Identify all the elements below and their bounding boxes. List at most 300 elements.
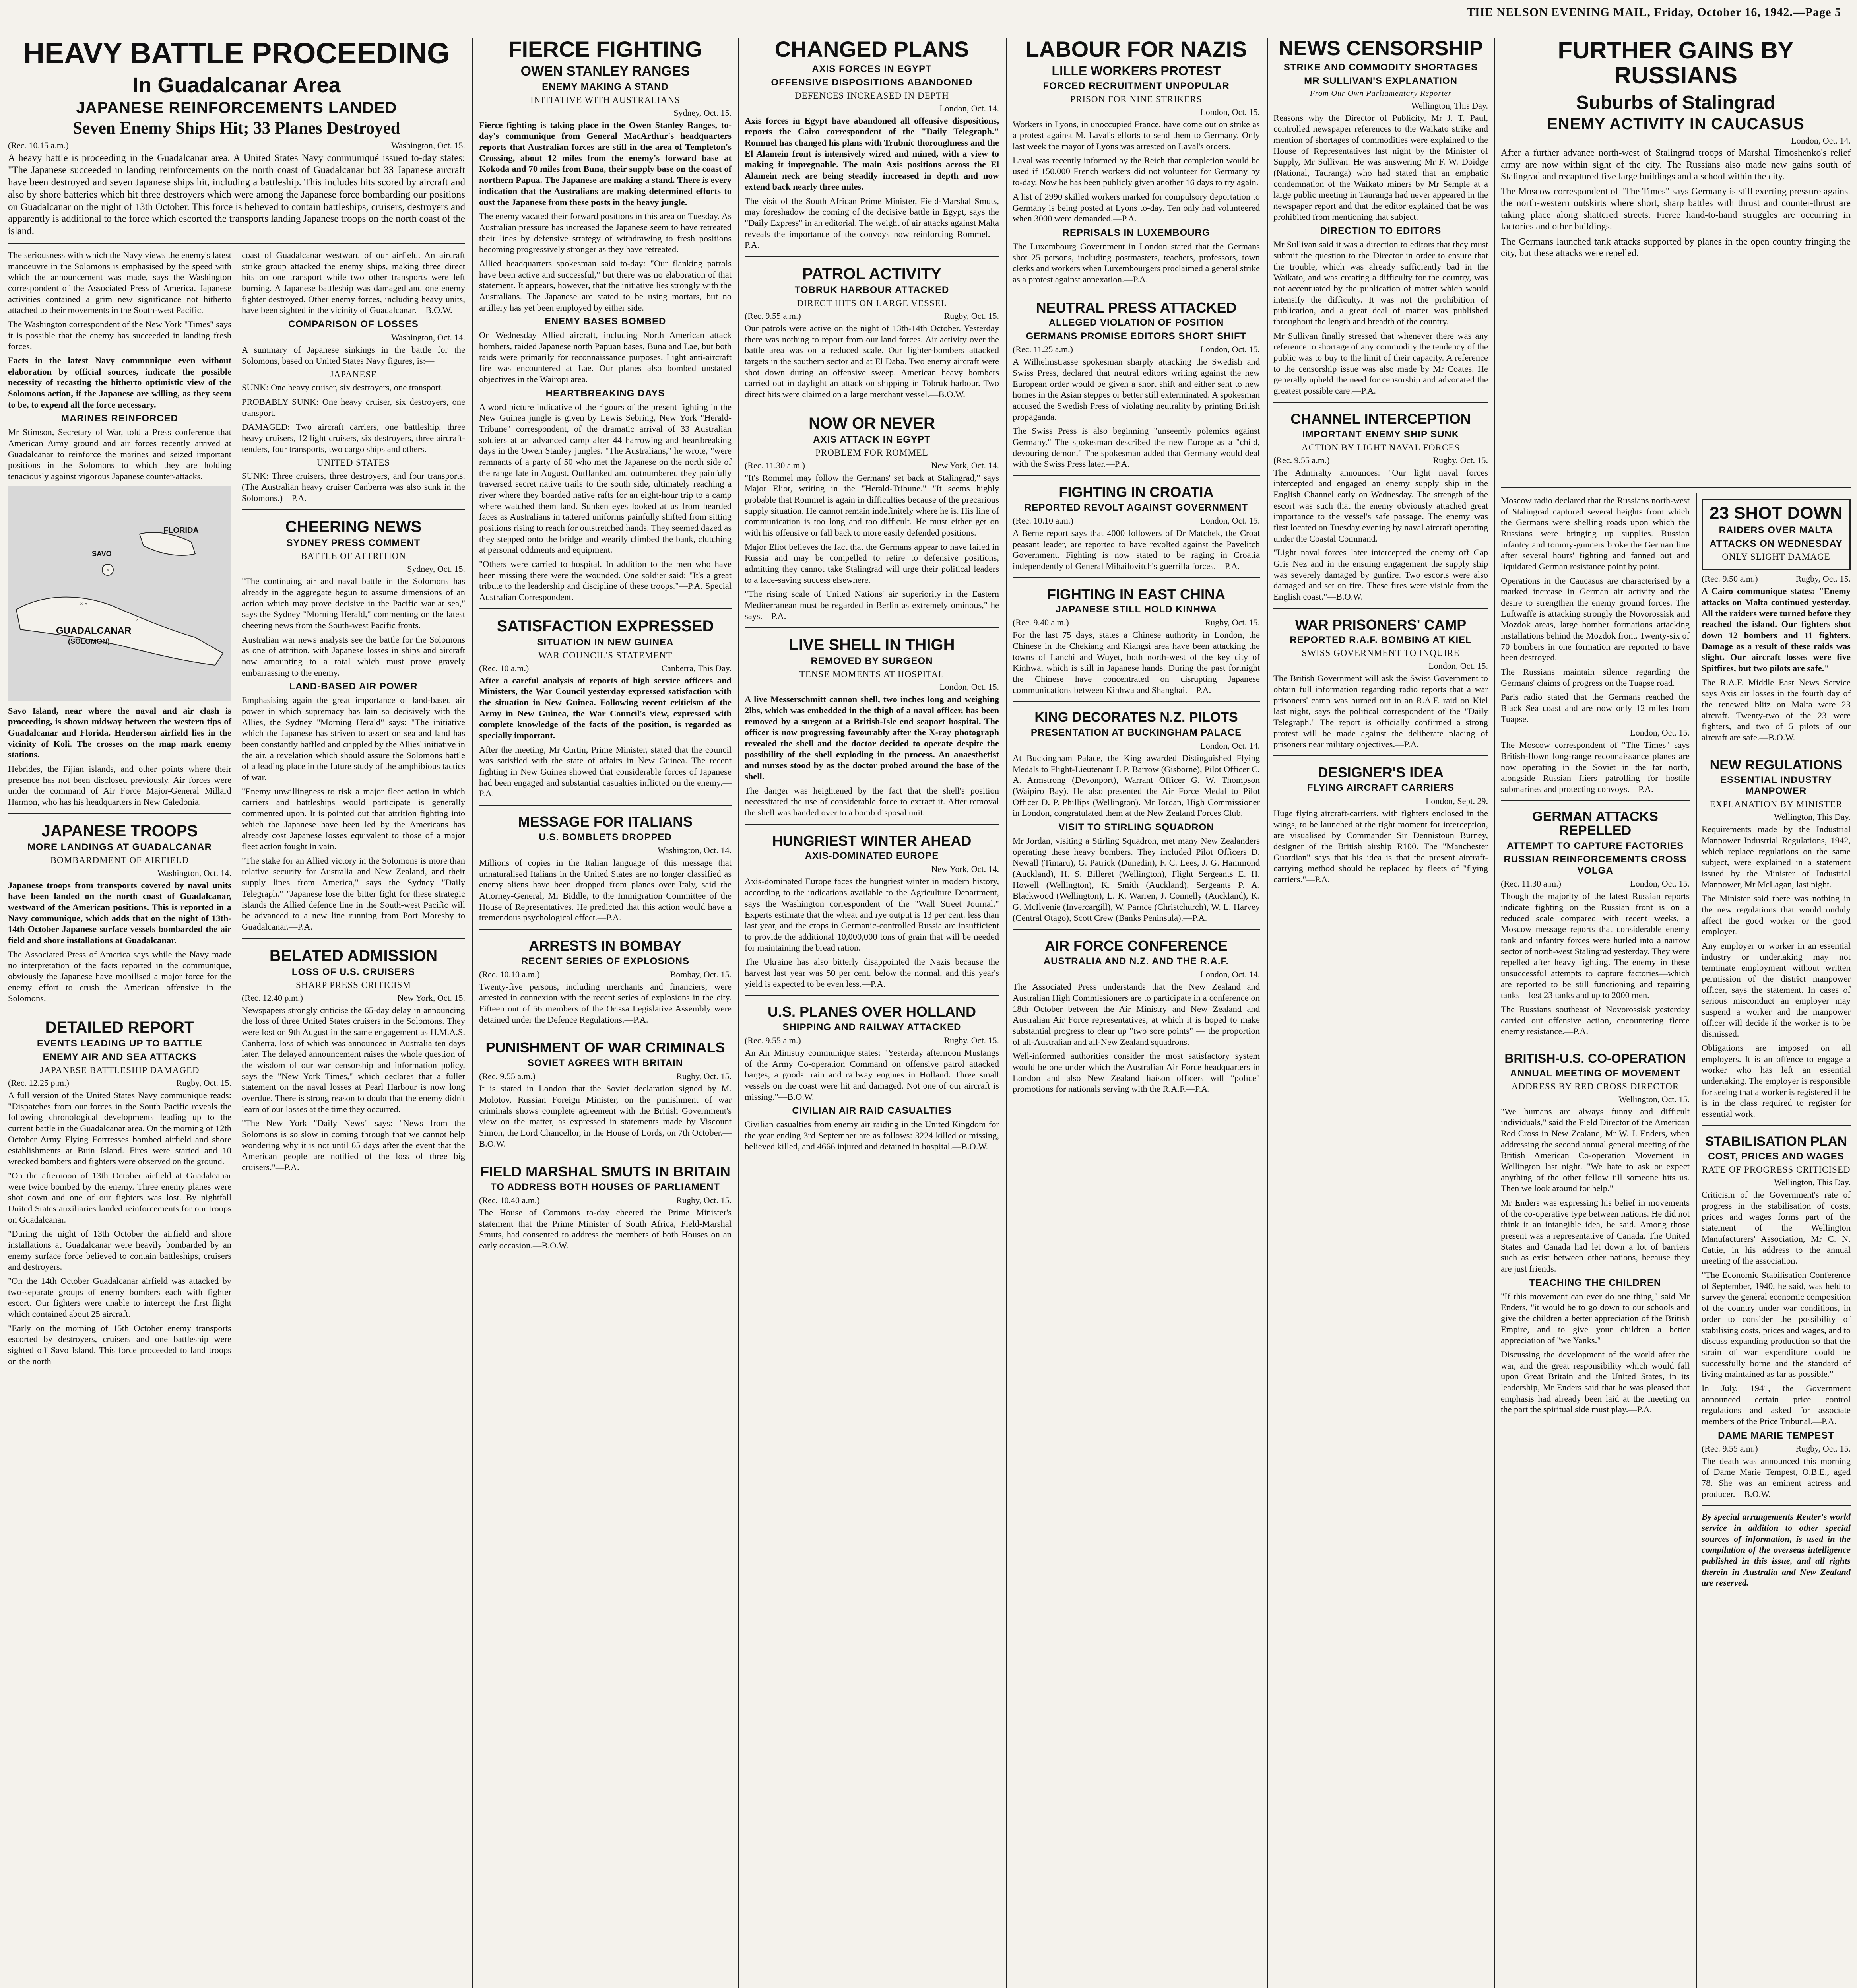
paragraph: Operations in the Caucasus are characterised by a marked increase in German air activity and the desire to strengthen the enemy ground forces. The Luftwaffe is attacking strongly the Novorossisk and Mozdok areas, large bomber formations attacking installations behind the Mozdok front. Twenty-six of 70 bombers in one formation are reported to have been destroyed. xyxy=(1501,575,1690,663)
paragraph: Well-informed authorities consider the most satisfactory system would be one under which the Australian Air Force headquarters in London and also New Zealand liaison officers will "police" promotions for nationals serving with the R.A.F.—P.A. xyxy=(1013,1051,1260,1094)
section-label: UNITED STATES xyxy=(316,458,390,468)
deck: SWISS GOVERNMENT TO INQUIRE xyxy=(1302,648,1460,658)
story-heading: 23 SHOT DOWN xyxy=(1710,503,1843,523)
deck: WAR COUNCIL'S STATEMENT xyxy=(538,650,673,660)
headline: FURTHER GAINS BY RUSSIANS xyxy=(1558,38,1794,89)
paragraph: "On the 14th October Guadalcanar airfield was attacked by two-separate groups of enemy bombers each with fighter escort. Our fighters were unable to intercept the first flight which contained about 25 aircraft. xyxy=(8,1276,231,1319)
column-2 xyxy=(479,38,732,1988)
paragraph: Axis-dominated Europe faces the hungriest winter in modern history, according to the indications available to the Agriculture Department, says the Washington correspondent of the "Wall Street Journal." Experts estimate that the wheat and rye output is 13 per cent. less than last year, and the crops in Germanic-controlled Russia are insufficient to provide the additional 10,000,000 tons of grain that will be needed for maintaining the bread ration. xyxy=(745,876,999,953)
lead-paragraph: After a further advance north-west of Stalingrad troops of Marshal Timoshenko's relief army are now within sight of the city. The Russians also made new gains south of Stalingrad and recaptured five large buildings and a school within the city. xyxy=(1501,148,1851,182)
story-heading: LABOUR FOR NAZIS xyxy=(1025,38,1247,62)
dateline: London, Oct. 14. xyxy=(1200,969,1260,980)
paragraph: The seriousness with which the Navy views the enemy's latest manoeuvre in the Solomons is emphasised by the speed with which the announcement was made, says the Washington correspondent of the Associated Press of America. Japanese activities contained a grim new significance not hitherto attached to their movements in the South-west Pacific. xyxy=(8,250,231,315)
rights-notice: By special arrangements Reuter's world service in addition to other special sources of information, is used in the compilation of the overseas intelligence published in this issue, and all rights therein in Australia and New Zealand are reserved. xyxy=(1702,1512,1851,1588)
story-heading: KING DECORATES N.Z. PILOTS xyxy=(1034,710,1238,725)
paragraph: Mr Sullivan finally stressed that whenever there was any reference to shortage of any commodity the tendency of the public was to buy to the limit of their capacity. A reference to the censorship issue was also made by Mr Coates. He generally upheld the need for censorship and advocated the greatest possible care.—P.A. xyxy=(1273,330,1488,396)
section-heading: REPRISALS IN LUXEMBOURG xyxy=(1062,227,1210,238)
section-heading: DAME MARIE TEMPEST xyxy=(1718,1430,1834,1441)
dateline: London, Oct. 14. xyxy=(1200,741,1260,751)
paragraph: After a careful analysis of reports of high service officers and Ministers, the War Council yesterday expressed satisfaction with the situation in New Guinea. Following recent criticism of the Army in New Guinea, the War Council's view, expressed with complete knowledge of the facts of the position, is regarded as specially important. xyxy=(479,675,732,741)
deck: RAIDERS OVER MALTA xyxy=(1719,525,1834,536)
dateline: London, Oct. 15. xyxy=(1428,661,1488,671)
boxed-story xyxy=(1702,499,1851,570)
dateline: Washington, Oct. 14. xyxy=(658,845,732,855)
received-time: (Rec. 9.55 a.m.) xyxy=(479,1071,536,1081)
deck: RATE OF PROGRESS CRITICISED xyxy=(1702,1165,1851,1175)
map-label: GUADALCANAR xyxy=(56,625,132,636)
paragraph: The Moscow correspondent of "The Times" says Germany is still exerting pressure against the north-western outskirts where short, sharp battles with thrust and counter-thrust are taking place along shattered streets. Fierce hand-to-hand struggles are occurring in factories and other buildings. xyxy=(1501,186,1851,232)
paragraph: At Buckingham Palace, the King awarded Distinguished Flying Medals to Flight-Lieutenant J. P. Barrow (Gisborne), Pilot Officer C. A. Armstrong (Devonport), Warrant Officer G. W. Thompson (Waipiro Bay). He also presented the Air Force Medal to Pilot Officer D. P. Phillips (Wellington). Mr Jordan, High Commissioner in London, congratulated them at the New Zealand Forces Club. xyxy=(1013,753,1260,818)
paragraph: The Russians maintain silence regarding the Germans' claims of progress on the Tuapse road. xyxy=(1501,667,1690,688)
story-heading: ARRESTS IN BOMBAY xyxy=(529,937,682,954)
deck: RECENT SERIES OF EXPLOSIONS xyxy=(521,955,690,967)
paragraph: "The continuing air and naval battle in the Solomons has already in the aggregate begun to assume dimensions of an action which may prove decisive in the Pacific war at sea," says the Sydney "Morning Herald," commenting on the latest cheering news from the South-west Pacific fronts. xyxy=(242,576,465,631)
paragraph: Our patrols were active on the night of 13th-14th October. Yesterday there was nothing to report from our land forces. Air activity over the battle area was on a reduced scale. Our fighter-bombers attacked targets in the southern sector and at El Daba. Two enemy aircraft were shot down during an offensive sweep. American heavy bombers carried out in daylight an attack on shipping in Tobruk harbour. Two direct hits were claimed on a large merchant vessel.—B.O.W. xyxy=(745,323,999,399)
subheadline: JAPANESE REINFORCEMENTS LANDED xyxy=(76,99,397,116)
deck: BATTLE OF ATTRITION xyxy=(301,551,406,561)
dateline: Rugby, Oct. 15. xyxy=(944,311,999,321)
divider xyxy=(1013,475,1260,476)
paragraph: The danger was heightened by the fact that the shell's position necessitated the use of considerable force to extract it. After removal the shell was handed over to a bomb disposal unit. xyxy=(745,785,999,818)
deck: ATTEMPT TO CAPTURE FACTORIES xyxy=(1506,841,1684,852)
deck: FORCED RECRUITMENT UNPOPULAR xyxy=(1043,80,1230,91)
divider xyxy=(745,256,999,257)
paragraph: A full version of the United States Navy communique reads: "Dispatches from our forces in the South Pacific reveals the following chronological developments leading up to the current battle in the Guadalcanar area. On the morning of 12th October Army Flying Fortresses bombed airfield and shore establishments at Buin Island. Fires were started and 10 wrecked bombers and fighters were observed on the ground. xyxy=(8,1090,231,1167)
deck: DEFENCES INCREASED IN DEPTH xyxy=(795,90,949,101)
paragraph: The Ukraine has also bitterly disappointed the Nazis because the harvest last year was 50 per cent. below the normal, and this year's yield is expected to be even less.—P.A. xyxy=(745,957,999,989)
section-heading: CIVILIAN AIR RAID CASUALTIES xyxy=(792,1105,952,1116)
paragraph: "Others were carried to hospital. In addition to the men who have been missing there were the wounded. One soldier said: "It's a great tribute to the leadership and discipline of these troops."—P.A. Special Australian Correspondent. xyxy=(479,559,732,602)
paragraph: Japanese troops from transports covered by naval units have been landed on the north coast of Guadalcanar, westward of the American positions. This is reported in a Navy communique, which adds that on the night of 13th-14th October Japanese surface vessels bombarded the air field and shore installations at Guadalcanar. xyxy=(8,880,231,945)
deck: SHIPPING AND RAILWAY ATTACKED xyxy=(782,1022,961,1033)
deck: RUSSIAN REINFORCEMENTS CROSS VOLGA xyxy=(1504,854,1687,876)
deck: ANNUAL MEETING OF MOVEMENT xyxy=(1510,1068,1680,1079)
paragraph: A word picture indicative of the rigours of the present fighting in the New Guinea jungle is given by Lewis Sebring, New York "Herald-Tribune" correspondent, of the dramatic arrival of 33 Australian soldiers at an advanced camp after 44 harrowing and heartbreaking days in the Owen Stanley jungles. "The Australians," he wrote, "were remnants of a party of 50 who met the Japanese on the north side of the range late in August. Outflanked and outnumbered they painfully traversed secret native trails to the south side, ultimately reaching a river where they boarded native rafts for an eight-hour trip to a camp where watched them land. Sunken eyes looked at us from bearded faces as Australians in tattered uniforms painfully shifted from sitting positions rising to reach for outstretched hands. They seemed dazed as they stepped onto the bridge and wearily climbed the bank, clutching at personal oddments and equipment. xyxy=(479,402,732,555)
paragraph: The visit of the South African Prime Minister, Field-Marshal Smuts, may foreshadow the coming of the decisive battle in Egypt, says the "Daily Express" in an editorial. The weight of air attacks against Malta reveals the importance of the convoys now reinforcing Rommel.—P.A. xyxy=(745,196,999,250)
story-heading: U.S. PLANES OVER HOLLAND xyxy=(767,1004,976,1020)
deck: ACTION BY LIGHT NAVAL FORCES xyxy=(1301,442,1460,452)
svg-text:×: × xyxy=(136,617,139,623)
divider xyxy=(242,938,465,939)
map-image xyxy=(8,486,231,701)
paragraph: "During the night of 13th October the airfield and shore installations at Guadalcanar were heavily bombarded by an enemy surface force believed to contain battleships, cruisers and destroyers. xyxy=(8,1229,231,1272)
paragraph: "It's Rommel may follow the Germans' set back at Stalingrad," says Major Eliot, writing in the "Herald-Tribune." "It seems highly probable that Rommel is again in difficulties because of the precarious supply situation. He cannot remain indefinitely where he is. His line of communication is too long and too difficult. He must either get on with his offensive or fall back to more easily defended positions. xyxy=(745,472,999,538)
paragraph: Facts in the latest Navy communique even without elaboration by official sources, indicate the possible necessity of recasting the hitherto optimistic view of the Solomons action, if the Japanese are willing, as they seem to be, to expend all the force necessary. xyxy=(8,355,231,410)
deck: ENEMY MAKING A STAND xyxy=(542,81,669,92)
story-heading: HUNGRIEST WINTER AHEAD xyxy=(772,832,972,849)
paragraph: The Germans launched tank attacks supported by planes in the open country fringing the city, but these attacks were repelled. xyxy=(1501,236,1851,259)
divider xyxy=(1013,577,1260,578)
received-time: (Rec. 10.10 a.m.) xyxy=(479,969,540,979)
subheadline: OWEN STANLEY RANGES xyxy=(520,63,690,79)
divider xyxy=(745,627,999,628)
paragraph: Any employer or worker in an essential industry or undertaking may not terminate employment without written permission of the district manpower officer, says the statement. In cases of serious misconduct an employer may suspend a worker and the manpower officer will decide if the worker is to be dismissed. xyxy=(1702,941,1851,1039)
divider xyxy=(1273,402,1488,403)
dateline: Sydney, Oct. 15. xyxy=(673,107,732,118)
divider xyxy=(479,929,732,930)
dateline: Bombay, Oct. 15. xyxy=(670,969,732,979)
divider xyxy=(1273,755,1488,756)
deck: From Our Own Parliamentary Reporter xyxy=(1310,89,1452,98)
paragraph: Major Eliot believes the fact that the Germans appear to have failed in Russia and may be compelled to retire to defensive positions, admitting they cannot take Stalingrad will urge their political leaders to a face-saving success elsewhere. xyxy=(745,542,999,585)
deck: JAPANESE STILL HOLD KINHWA xyxy=(1056,604,1217,615)
paragraph: Australian war news analysts see the battle for the Solomons as one of attrition, with Japanese losses in ships and aircraft now amounting to a total which must prove gravely embarrassing to the enemy. xyxy=(242,634,465,678)
deck: TO ADDRESS BOTH HOUSES OF PARLIAMENT xyxy=(491,1182,720,1192)
paragraph: "On the afternoon of 13th October airfield at Guadalcanar were twice bombed by the enemy. Three enemy planes were shot down and one of our fighters was lost. By nightfall United States auxiliaries landed reinforcements for our troops on Guadalcanar. xyxy=(8,1170,231,1225)
paragraph: The Swiss Press is also beginning "unseemly polemics against Germany." The spokesman described the new Europe as a "child, devouring demon." The spokesman added that Germany would deal with the Swiss Press later.—P.A. xyxy=(1013,426,1260,469)
column-5 xyxy=(1273,38,1488,1988)
paragraph: Axis forces in Egypt have abandoned all offensive dispositions, reports the Cairo correspondent of the "Daily Telegraph." Rommel has changed his plans with Trubnic thoroughness and the El Alamein front is intensively wired and mined, with a view to making it impregnable. The main Axis positions across the El Alamein neck are being steadily increased in depth and now extend back nearly three miles. xyxy=(745,115,999,192)
deck: OFFENSIVE DISPOSITIONS ABANDONED xyxy=(771,77,973,88)
received-time: (Rec. 9.55 a.m.) xyxy=(745,1035,801,1045)
map-label: SAVO xyxy=(92,549,112,558)
story-heading: NEW REGULATIONS xyxy=(1710,757,1843,773)
paragraph: A summary of Japanese sinkings in the battle for the Solomons, based on United States Navy figures, is:— xyxy=(242,344,465,366)
dateline: London, Oct. 14. xyxy=(939,103,999,113)
divider xyxy=(745,995,999,996)
deck: MR SULLIVAN'S EXPLANATION xyxy=(1304,75,1457,86)
received-time: (Rec. 11.25 a.m.) xyxy=(1013,344,1073,355)
received-time: (Rec. 9.55 a.m.) xyxy=(1702,1443,1758,1454)
paragraph: Workers in Lyons, in unoccupied France, have come out on strike as a protest against M. Laval's efforts to send them to Germany. Only last week the mayor of Lyons was arrested on Laval's orders. xyxy=(1013,119,1260,151)
received-time: (Rec. 11.30 a.m.) xyxy=(745,460,805,470)
paragraph: Mr Sullivan said it was a direction to editors that they must submit the question to the Director in order to ensure that the trouble, which was already sufficiently bad in the Waikato, and was creating a difficulty for the country, was not accentuated by the publication of matter which would intensify the difficulty. It was not the prohibition of publication, and a great deal of matter was published throughout the length and breadth of the country. xyxy=(1273,239,1488,327)
paragraph: The Russians southeast of Novorossisk yesterday carried out offensive action, encountering fierce enemy resistance.—P.A. xyxy=(1501,1004,1690,1037)
paragraph: SUNK: One heavy cruiser, six destroyers, one transport. xyxy=(242,382,443,393)
paragraph: A Berne report says that 4000 followers of Dr Matchek, the Croat peasant leader, are reported to have revolted against the Pavelitch Government. Fighting is now stated to be raging in Croatia independently of General Mihailovitch's guerrilla forces.—P.A. xyxy=(1013,528,1260,571)
paragraph: "The New York "Daily News" says: "News from the Solomons is so slow in coming through that we cannot help wondering why it is not until 65 days after the event that the American people are notified of the loss of three big cruisers."—P.A. xyxy=(242,1118,465,1172)
received-time: (Rec. 10 a.m.) xyxy=(479,663,529,673)
dateline: New York, Oct. 15. xyxy=(397,992,465,1003)
paragraph: Hebrides, the Fijian islands, and other points where their presence has not been disclosed previously. Air forces were under the command of Air Force Major-General Millard Harmon, who has his headquarters in New Caledonia. xyxy=(8,764,231,807)
deck: SITUATION IN NEW GUINEA xyxy=(537,637,674,648)
story-heading: NOW OR NEVER xyxy=(809,414,935,432)
subheadline: LILLE WORKERS PROTEST xyxy=(1052,63,1221,78)
story-heading: GERMAN ATTACKS REPELLED xyxy=(1532,809,1658,839)
story-guadalcanar xyxy=(8,38,465,1988)
map-drawing xyxy=(8,486,231,701)
subheadline: Seven Enemy Ships Hit; 33 Planes Destroyed xyxy=(73,118,400,138)
dateline: New York, Oct. 14. xyxy=(931,460,999,470)
dateline: Wellington, This Day. xyxy=(1411,100,1488,111)
section-heading: VISIT TO STIRLING SQUADRON xyxy=(1058,822,1214,833)
dateline: Rugby, Oct. 15. xyxy=(176,1078,231,1088)
received-time: (Rec. 9.55 a.m.) xyxy=(745,311,801,321)
story-heading: CHANGED PLANS xyxy=(774,38,969,62)
column-6 xyxy=(1501,495,1690,1988)
paragraph: Obligations are imposed on all employers. It is an offence to engage a worker who has left an essential undertaking. The employer is responsible for seeing that a worker is registered if he is in the class required to register for essential work. xyxy=(1702,1043,1851,1119)
paragraph: An Air Ministry communique states: "Yesterday afternoon Mustangs of the Army Co-operation Command on offensive patrol attacked barges, a goods train and railway engines in Holland. Three small vessels on the coast were hit and damaged. Not one of our aircraft is missing."—B.O.W. xyxy=(745,1048,999,1102)
dateline: Wellington, This Day. xyxy=(1774,1177,1851,1188)
column-3 xyxy=(745,38,999,1988)
dateline: Rugby, Oct. 15. xyxy=(1205,617,1260,628)
column-rule xyxy=(1267,38,1268,1988)
received-time: (Rec. 10.15 a.m.) xyxy=(8,140,69,150)
deck: ESSENTIAL INDUSTRY MANPOWER xyxy=(1720,775,1832,797)
paragraph: A live Messerschmitt cannon shell, two inches long and weighing 2lbs, which was embedded in the thigh of a naval officer, has been removed by a surgeon at a British-Isle end seaport hospital. The officer is now progressing favourably after the X-ray photograph revealed the shell and the doctor decided to operate despite the possibility of the shell exploding in the process. An anaesthetist and nurses stood by as the doctor probed around the base of the shell. xyxy=(745,694,999,781)
paragraph: For the last 75 days, states a Chinese authority in London, the Chinese in the Chekiang and Kiangsi area have been attacking the towns of Lanchi and Wuyet, both north-west of the key city of Kinhwa, which is still in Japanese hands. During the past fortnight the Chinese have concentrated on disrupting Japanese communications between Kinhwa and Shanghai.—P.A. xyxy=(1013,630,1260,695)
paragraph: "Light naval forces later intercepted the enemy off Cap Gris Nez and in the ensuing engagement the supply ship was severely damaged by gunfire. Two escorts were also damaged and set on fire. These fires were visible from the English coast."—B.O.W. xyxy=(1273,547,1488,602)
paragraph: A Cairo communique states: "Enemy attacks on Malta continued yesterday. All the raiders were turned before they reached the island. Our fighters shot down 12 bombers and 11 fighters. Damage as a result of these raids was slight. Our aircraft losses were five Spitfires, but two pilots are safe." xyxy=(1702,586,1851,673)
deck: PRISON FOR NINE STRIKERS xyxy=(1070,94,1202,104)
paragraph: "Early on the morning of 15th October enemy transports escorted by destroyers, cruisers and one battleship were sighted off Savo Island. This force proceeded to land troops on the north xyxy=(8,1323,231,1366)
divider xyxy=(1501,800,1690,801)
paragraph: The Washington correspondent of the New York "Times" says it is possible that the enemy has succeeded in landing fresh forces. xyxy=(8,319,231,351)
column-rule xyxy=(1006,38,1007,1988)
paragraph: Huge flying aircraft-carriers, with fighters enclosed in the wings, to be launched at the right moment for interception, are visualised by Commander Sir Dennistoun Burney, designer of the British airship R100. The "Manchester Guardian" says that his idea is that the present aircraft-carrying method should be replaced by fleets of "flying carriers."—P.A. xyxy=(1273,808,1488,884)
deck: TENSE MOMENTS AT HOSPITAL xyxy=(799,669,945,679)
deck: SYDNEY PRESS COMMENT xyxy=(286,538,421,549)
divider xyxy=(479,608,732,609)
paragraph: Allied headquarters spokesman said to-day: "Our flanking patrols have been active and successful," but there was no elaboration of that statement. It appears, however, that the initiative lies strongly with the Australians. The Japanese are stated to be using mortars, but no artillery has yet been employed by either side. xyxy=(479,258,732,313)
divider xyxy=(1013,701,1260,702)
divider xyxy=(479,805,732,806)
divider xyxy=(1702,1505,1851,1506)
paragraph: Mr Enders was expressing his belief in movements of the co-operative type between nations. He did not think it an intangible idea, he said. Among those present was a representative of Canada. The United States and Canada had let down a lot of barriers such as exist between other nations, because they are just friends. xyxy=(1501,1197,1690,1274)
section-heading: ENEMY BASES BOMBED xyxy=(544,316,666,327)
paragraph: On Wednesday Allied aircraft, including North American attack bombers, raided Japanese north Papuan bases, Buna and Lae, but both raids were primarily for reconnaissance purposes. Light anti-aircraft fire was encountered at Lae. Our planes also bombed unstated objectives in the Wairopi area. xyxy=(479,330,732,384)
story-heading: JAPANESE TROOPS xyxy=(41,822,198,840)
story-heading: CHEERING NEWS xyxy=(285,518,422,536)
story-heading: FIELD MARSHAL SMUTS IN BRITAIN xyxy=(480,1163,730,1180)
story-heading: WAR PRISONERS' CAMP xyxy=(1295,616,1467,633)
deck: SHARP PRESS CRITICISM xyxy=(296,980,411,990)
paragraph: The British Government will ask the Swiss Government to obtain full information regarding radio reports that a war prisoners' camp was burned out in an R.A.F. raid on Kiel last night, says the political correspondent of the "Daily Telegraph." The report is officially confirmed a strong protest will be made against the deliberate placing of prisoners near military objectives.—P.A. xyxy=(1273,673,1488,749)
divider xyxy=(1702,1125,1851,1126)
story-heading: FIGHTING IN EAST CHINA xyxy=(1047,586,1225,602)
deck: ALLEGED VIOLATION OF POSITION xyxy=(1048,317,1224,328)
deck: STRIKE AND COMMODITY SHORTAGES xyxy=(1283,62,1478,73)
story-heading: STABILISATION PLAN xyxy=(1705,1134,1847,1149)
paragraph: The Associated Press understands that the New Zealand and Australian High Commissioners are to participate in a conference on 18th October between the Air Ministry and New Zealand and Australian Air Force representatives, at which it is hoped to make substantial progress to clear up "two sore points" — the proportion of all-Australian and all-New Zealand squadrons. xyxy=(1013,982,1260,1047)
dateline: London, Sept. 29. xyxy=(1425,796,1488,806)
lead-paragraph: A heavy battle is proceeding in the Guadalcanar area. A United States Navy communiqué issued to-day states: "The Japanese succeeded in landing reinforcements on the north coast of Guadalcanar but 33 Japanese aircraft have been destroyed and seven Japanese ships hit, including a battleship. This includes hits scored by aircraft and also by shore batteries which hit three destroyers which were among the Japanese force bombarding our positions on Guadalcanar on the night of 13th October. This force is believed to contain battleships, cruisers, destroyers and apparently is additional to the force which escorted the transports landing Japanese troops on the north coast of the island. xyxy=(8,152,465,237)
deck: AXIS FORCES IN EGYPT xyxy=(812,63,932,74)
dateline: London, Oct. 15. xyxy=(1200,107,1260,117)
story-heading: NEUTRAL PRESS ATTACKED xyxy=(1036,299,1237,316)
story-heading: FIGHTING IN CROATIA xyxy=(1059,484,1214,501)
story-heading: DESIGNER'S IDEA xyxy=(1318,764,1444,781)
paragraph: SUNK: Three cruisers, three destroyers, and four transports. (The Australian heavy cruiser Canberra was also sunk in the Solomons.)—P.A. xyxy=(242,471,465,503)
paragraph: Newspapers strongly criticise the 65-day delay in announcing the loss of three United States cruisers in the Solomons. They were lost on 9th August in the same engagement as H.M.A.S. Canberra, loss of which was announced in Australia ten days later. The delayed announcement raises the whole question of the wisdom of our war censorship and information policy, says the "New York Times," which declares that a fuller statement on the naval losses at Pearl Harbour is now long overdue. There is strong reason to doubt that the enemy didn't learn of our losses at the time they occurred. xyxy=(242,1005,465,1114)
section-heading: DIRECTION TO EDITORS xyxy=(1320,225,1442,237)
deck: ENEMY AIR AND SEA ATTACKS xyxy=(43,1052,197,1063)
paragraph: A list of 2990 skilled workers marked for compulsory deportation to Germany is being posted at Lyons to-day. Ten only had volunteered when 3000 were demanded.—P.A. xyxy=(1013,191,1260,224)
deck: IMPORTANT ENEMY SHIP SUNK xyxy=(1302,429,1459,440)
paragraph: Paris radio stated that the Germans reached the Black Sea coast and are now only 12 miles from Tuapse. xyxy=(1501,692,1690,724)
column-4 xyxy=(1013,38,1260,1988)
dateline: New York, Oct. 14. xyxy=(931,864,999,874)
paragraph: Though the majority of the latest Russian reports indicate fighting on the Russian front is on a reduced scale compared with recent weeks, a Moscow message reports that considerable enemy tank and infantry forces were hurled into a narrow sector of north-west Stalingrad yesterday. They were repelled after heavy fighting. The enemy in these unsuccessful attempts to capture factories—which are reported to be still functioning and repairing tanks—lost 23 tanks and up to 2000 men. xyxy=(1501,891,1690,1000)
paragraph: After the meeting, Mr Curtin, Prime Minister, stated that the council was satisfied with the state of affairs in New Guinea. The recent fighting in New Guinea showed that considerable forces of Japanese had been engaged and substantial casualties inflicted on the enemy.—P.A. xyxy=(479,744,732,799)
story-heading: NEWS CENSORSHIP xyxy=(1278,38,1483,60)
story-heading: BELATED ADMISSION xyxy=(269,947,438,965)
dateline: Rugby, Oct. 15. xyxy=(676,1071,732,1081)
deck: REPORTED R.A.F. BOMBING AT KIEL xyxy=(1290,635,1472,646)
deck: ADDRESS BY RED CROSS DIRECTOR xyxy=(1511,1081,1679,1091)
deck: REPORTED REVOLT AGAINST GOVERNMENT xyxy=(1024,502,1248,513)
divider xyxy=(242,509,465,510)
paragraph: Mr Stimson, Secretary of War, told a Press conference that American Army ground and air forces recently arrived at Guadalcanar to reinforce the marines and seized important positions in the Solomons to which they are holding tenaciously against vigorous Japanese counter-attacks. xyxy=(8,427,231,481)
dateline: Wellington, Oct. 15. xyxy=(1618,1094,1690,1104)
divider xyxy=(745,824,999,825)
deck: DIRECT HITS ON LARGE VESSEL xyxy=(797,298,947,308)
column-rule xyxy=(472,38,473,1988)
deck: GERMANS PROMISE EDITORS SHORT SHIFT xyxy=(1026,331,1247,342)
received-time: (Rec. 12.25 p.m.) xyxy=(8,1078,69,1088)
map-label: FLORIDA xyxy=(163,526,199,535)
column-7 xyxy=(1702,495,1851,1988)
deck: AXIS ATTACK IN EGYPT xyxy=(813,434,931,445)
svg-text:× ×: × × xyxy=(80,601,88,607)
section-heading: MARINES REINFORCED xyxy=(61,413,178,424)
paragraph: "If this movement can ever do one thing," said Mr Enders, "it would be to go down to our schools and give the children a better appreciation of the British Empire, and to give your children a better appreciation of "we Yanks." xyxy=(1501,1291,1690,1345)
deck: PROBLEM FOR ROMMEL xyxy=(815,447,928,458)
divider xyxy=(8,243,465,244)
paragraph: The enemy vacated their forward positions in this area on Tuesday. As Australian pressure has increased the Japanese seem to have retreated their lines by defensive strategy of withdrawing to fresh positions becoming progressively stronger as they have retreated. xyxy=(479,211,732,254)
dateline: Canberra, This Day. xyxy=(661,663,732,673)
dateline: Washington, Oct. 14. xyxy=(157,868,231,878)
paragraph: "The Economic Stabilisation Conference of September, 1940, he said, was held to survey the general economic composition of the country under war conditions, in order to consider the possibility of stabilising costs, prices and wages, and to discuss expanding production so that the strain of war expenditure could be successfully borne and the standard of living maintained as far as possible." xyxy=(1702,1270,1851,1379)
dateline: London, Oct. 15. xyxy=(1200,515,1260,526)
received-time: (Rec. 9.40 a.m.) xyxy=(1013,617,1069,628)
paragraph: A Wilhelmstrasse spokesman sharply attacking the Swedish and Swiss Press, declared that neutral editors writing against the new European order would be given a short shift and either sent to new homes in the Asian steppes or better still exterminated. A spokesman accused the Swedish Press of violating neutrality by printing British propaganda. xyxy=(1013,357,1260,422)
story-heading: MESSAGE FOR ITALIANS xyxy=(518,813,693,830)
received-time: (Rec. 9.50 a.m.) xyxy=(1702,574,1758,584)
deck: COST, PRICES AND WAGES xyxy=(1708,1151,1844,1162)
divider xyxy=(8,813,231,814)
paragraph: "Enemy unwillingness to risk a major fleet action in which carriers and battleships would participate is generally commented upon. It is pointed out that attrition fighting into which the Japanese have been led by the Americans has already cost Japanese losses equivalent to those of a major fleet action fought in vain. xyxy=(242,786,465,852)
dateline: Sydney, Oct. 15. xyxy=(407,564,465,574)
dateline: Rugby, Oct. 15. xyxy=(1433,455,1488,465)
deck: PRESENTATION AT BUCKINGHAM PALACE xyxy=(1030,727,1242,738)
dateline: Rugby, Oct. 15. xyxy=(676,1195,732,1205)
column-rule xyxy=(738,38,739,1988)
story-heading: BRITISH-U.S. CO-OPERATION xyxy=(1504,1051,1686,1066)
deck: TOBRUK HARBOUR ATTACKED xyxy=(794,284,949,295)
story-heading: AIR FORCE CONFERENCE xyxy=(1044,938,1228,954)
section-heading: LAND-BASED AIR POWER xyxy=(289,681,418,692)
deck: EXPLANATION BY MINISTER xyxy=(1710,799,1843,810)
paragraph: Reasons why the Director of Publicity, Mr J. T. Paul, controlled newspaper references to the Waikato strike and mention of shortages of commodities were explained to the House of Representatives last night by the Minister of Supply, Mr Sullivan. He was answering Mr F. W. Doidge (National, Tauranga) who had stated that an emphatic condemnation of the Waikato miners by Mr Semple at a large public meeting in Tauranga had never appeared in the newspaper report and that the editor explained that he was prohibited from mentioning that subject. xyxy=(1273,113,1488,222)
svg-text:×: × xyxy=(106,567,109,573)
received-time: (Rec. 11.30 a.m.) xyxy=(1501,879,1561,889)
dateline: Rugby, Oct. 15. xyxy=(1795,574,1851,584)
story-heading: DETAILED REPORT xyxy=(45,1019,194,1037)
deck: AXIS-DOMINATED EUROPE xyxy=(805,850,939,862)
section-heading: TEACHING THE CHILDREN xyxy=(1529,1277,1661,1288)
received-time: (Rec. 10.40 a.m.) xyxy=(479,1195,540,1205)
paragraph: The R.A.F. Middle East News Service says Axis air losses in the fourth day of the renewed blitz on Malta were 23 aircraft. Twenty-two of the 23 were fighters, and two of 5 pilots of our aircraft are safe.—B.O.W. xyxy=(1702,677,1851,742)
column-rule xyxy=(1494,38,1495,1988)
dateline: Washington, Oct. 14. xyxy=(391,332,465,342)
paragraph: The Minister said there was nothing in the new regulations that would unduly affect the good worker or the good employer. xyxy=(1702,893,1851,937)
dateline: London, Oct. 14. xyxy=(1791,136,1851,146)
dateline: London, Oct. 15. xyxy=(1200,344,1260,355)
received-time: (Rec. 10.10 a.m.) xyxy=(1013,515,1073,526)
deck: U.S. BOMBLETS DROPPED xyxy=(539,831,672,843)
received-time: (Rec. 12.40 p.m.) xyxy=(242,992,303,1003)
paragraph: "The stake for an Allied victory in the Solomons is more than relative security for Australia and New Zealand, and their supply lines from America," says the Sydney "Daily Telegraph." "Japanese lose the bitter fight for these strategic islands the Allied defence line in the South-west Pacific will be advanced to a new line running from Port Moresby to Guadalcanar.—P.A. xyxy=(242,855,465,932)
section-label: JAPANESE xyxy=(330,369,377,380)
deck: ATTACKS ON WEDNESDAY xyxy=(1710,538,1843,549)
divider xyxy=(1013,929,1260,930)
column-rule xyxy=(1696,493,1697,1988)
story-russians xyxy=(1501,38,1851,491)
paragraph: Twenty-five persons, including merchants and financiers, were arrested in connexion with the recent series of explosions in the city. Fifteen out of 56 members of the Orissa Legislative Assembly were detained under the Defence Regulations.—P.A. xyxy=(479,981,732,1025)
paragraph: "We humans are always funny and difficult individuals," said the Field Director of the American Red Cross in New Zealand, Mr W. J. Enders, when addressing the second annual general meeting of the British American Co-operation Movement in Wellington last night. "We hate to ask or expect anything of the other fellow till someone hits us. Then we look around for help." xyxy=(1501,1106,1690,1194)
dateline: London, Oct. 15. xyxy=(1630,879,1690,889)
story-heading: PUNISHMENT OF WAR CRIMINALS xyxy=(485,1039,725,1056)
story-heading: PATROL ACTIVITY xyxy=(802,265,941,283)
subheadline: Suburbs of Stalingrad xyxy=(1576,92,1776,113)
deck: BOMBARDMENT OF AIRFIELD xyxy=(50,855,189,865)
paragraph: In July, 1941, the Government announced certain price control regulations and asked for associate members of the Price Tribunal.—P.A. xyxy=(1702,1383,1851,1426)
deck: AUSTRALIA AND N.Z. AND THE R.A.F. xyxy=(1043,956,1229,967)
paragraph: The Moscow correspondent of "The Times" says British-flown long-range reconnaissance planes are now operating in the Soviet in the far north, alongside Russian fliers patrolling for hostile submarines and protecting convoys.—P.A. xyxy=(1501,740,1690,794)
map-caption: Savo Island, near where the naval and air clash is proceeding, is shown midway between the western tips of Guadalcanar and Florida. Henderson airfield lies in the vicinity of Koli. The crosses on the map mark enemy stations. xyxy=(8,705,231,760)
section-heading: HEARTBREAKING DAYS xyxy=(545,388,665,399)
paragraph: Civilian casualties from enemy air raiding in the United Kingdom for the year ending 3rd September are as follows: 3224 killed or missing, believed killed, and 4666 injured and detained in hospital.—B.O.W. xyxy=(745,1119,999,1151)
paragraph: The Admiralty announces: "Our light naval forces intercepted and engaged an enemy supply ship in the English Channel early on Wednesday. The strength of the escort was such that the enemy obviously attached great importance to the vessel's safe passage. The enemy was first located on Tuesday evening by naval aircraft operating under the Coastal Command. xyxy=(1273,467,1488,544)
story-heading: CHANNEL INTERCEPTION xyxy=(1290,410,1471,427)
story-heading: SATISFACTION EXPRESSED xyxy=(497,617,714,635)
received-time: (Rec. 9.55 a.m.) xyxy=(1273,455,1330,465)
deck: LOSS OF U.S. CRUISERS xyxy=(291,966,415,977)
paragraph: PROBABLY SUNK: One heavy cruiser, six destroyers, one transport. xyxy=(242,396,465,418)
story-heading: FIERCE FIGHTING xyxy=(508,38,702,62)
story-heading: LIVE SHELL IN THIGH xyxy=(789,636,955,654)
subheadline: In Guadalcanar Area xyxy=(132,73,341,97)
section-heading: COMPARISON OF LOSSES xyxy=(288,318,419,330)
divider xyxy=(1273,608,1488,609)
deck: MORE LANDINGS AT GUADALCANAR xyxy=(27,841,212,852)
paragraph: Discussing the development of the world after the war, and the great responsibility which would fall upon Great Britain and the United States, in its leadership, Mr Enders said that he was pleased that emphasis had already been laid at the meeting on the part the spiritual side must play.—P.A. xyxy=(1501,1349,1690,1415)
paragraph: The death was announced this morning of Dame Marie Tempest, O.B.E., aged 78. She was an eminent actress and producer.—B.O.W. xyxy=(1702,1456,1851,1499)
paragraph: Moscow radio declared that the Russians north-west of Stalingrad captured several heights from which the Germans were shelling roads upon which the Russians were bringing up supplies. Russian infantry and tommy-gunners broke the German line after several hours' fighting and fanned out and liquidated German resistance point by point. xyxy=(1501,495,1690,572)
dateline: Washington, Oct. 15. xyxy=(391,140,465,150)
headline: HEAVY BATTLE PROCEEDING xyxy=(23,38,450,70)
map-label: (SOLOMON) xyxy=(68,637,110,645)
paragraph: Fierce fighting is taking place in the Owen Stanley Ranges, to-day's communique from General MacArthur's headquarters reports that Australian forces are still in the area of Templeton's Crossing, about 12 miles from the enemy's forward base at Kokoda and 70 miles from Buna, their supply base on the coast of northern Papua. The Japanese are making a stand. There is every indication that the Australians are making determined efforts to oust the Japanese from these posts in the heavy jungle. xyxy=(479,120,732,207)
paragraph: It is stated in London that the Soviet declaration signed by M. Molotov, Russian Foreign Minister, on the punishment of war criminals shows complete agreement with the British Government's view on the matter, as expressed in statements made by Viscount Simon, the Lord Chancellor, in the House of Lords, on 7th October.—B.O.W. xyxy=(479,1083,732,1149)
dateline: Rugby, Oct. 15. xyxy=(944,1035,999,1045)
divider xyxy=(1501,487,1851,488)
deck: INITIATIVE WITH AUSTRALIANS xyxy=(530,95,680,105)
deck: REMOVED BY SURGEON xyxy=(811,656,933,667)
paragraph: Criticism of the Government's rate of progress in the stabilisation of costs, prices and wages forms part of the statement of the Wellington Manufacturers' Association, Mr C. N. Cattie, in his address to the annual meeting of the association. xyxy=(1702,1190,1851,1266)
deck: JAPANESE BATTLESHIP DAMAGED xyxy=(40,1065,200,1076)
masthead: THE NELSON EVENING MAIL, Friday, October 16, 1942.—Page 5 xyxy=(1467,6,1841,19)
deck: SOVIET AGREES WITH BRITAIN xyxy=(527,1058,683,1069)
paragraph: DAMAGED: Two aircraft carriers, one battleship, three heavy cruisers, 12 light cruisers, six destroyers, three aircraft-tenders, four transports, two cargo ships and others. xyxy=(242,422,465,454)
paragraph: The Luxembourg Government in London stated that the Germans shot 25 persons, including postmasters, teachers, professors, town clerks and workers when Luxembourgers proclaimed a general strike as a protest against annexation.—P.A. xyxy=(1013,241,1260,284)
paragraph: coast of Guadalcanar westward of our airfield. An aircraft strike group attacked the enemy ships, making three direct hits on one transport while two other transports were left burning. A Japanese battleship was damaged and one enemy fighter destroyed. Other enemy forces, including heavy units, have been sighted in the vicinity of Guadalcanar.—B.O.W. xyxy=(242,250,465,315)
dateline: Rugby, Oct. 15. xyxy=(1795,1443,1851,1454)
subheadline: ENEMY ACTIVITY IN CAUCASUS xyxy=(1547,115,1805,133)
paragraph: "The rising scale of United Nations' air superiority in the Eastern Mediterranean must be regarded in Berlin as extremely ominous," he says.—P.A. xyxy=(745,589,999,621)
deck: ONLY SLIGHT DAMAGE xyxy=(1722,552,1830,562)
dateline: London, Oct. 15. xyxy=(1630,728,1690,738)
paragraph: Mr Jordan, visiting a Stirling Squadron, met many New Zealanders operating these heavy bombers. They included Pilot Officers D. Newall (Timaru), G. Patrick (Dunedin), F. C. Lees, J. G. Hammond (Auckland), H. S. Billeret (Wellington), Flight Sergeants E. H. Howell (Wellington), K. Smith (Auckland), Sergeants P. A. Blackwood (Wellington), L. K. Warren, J. Connelly (Auckland), K. G. McIlvenie (Invercargill), W. Parnce (Christchurch), W. L. Harvey (Central Otago), Scott Crew (Banks Peninsula).—P.A. xyxy=(1013,836,1260,923)
paragraph: The Associated Press of America says while the Navy made no interpretation of the facts reported in the communique, obviously the Japanese have mobilised a major force for the enemy effort to crush the American offensive in the Solomons. xyxy=(8,949,231,1004)
paragraph: Laval was recently informed by the Reich that completion would be used if 150,000 French workers did not volunteer for Germany by to-day. Now he has been publicly given another 16 days to try again. xyxy=(1013,155,1260,188)
paragraph: Millions of copies in the Italian language of this message that unnaturalised Italians in the United States are no longer classified as enemy aliens have been dropped from planes over Italy, said the Attorney-General, Mr Biddle, to the Immigration Committee of the House of Representatives. He predicted that this action would have a tremendous psychological effect.—P.A. xyxy=(479,857,732,923)
dateline: London, Oct. 15. xyxy=(939,682,999,692)
paragraph: Requirements made by the Industrial Manpower Industrial Regulations, 1942, which replace regulations on the same subject, were explained in a statement issued by the Minister of Industrial Manpower, Mr McLagan, last night. xyxy=(1702,824,1851,889)
paragraph: The House of Commons to-day cheered the Prime Minister's statement that the Prime Minister of South Africa, Field-Marshal Smuts, had consented to address the members of both Houses on an early occasion.—B.O.W. xyxy=(479,1208,732,1251)
deck: EVENTS LEADING UP TO BATTLE xyxy=(37,1038,203,1049)
